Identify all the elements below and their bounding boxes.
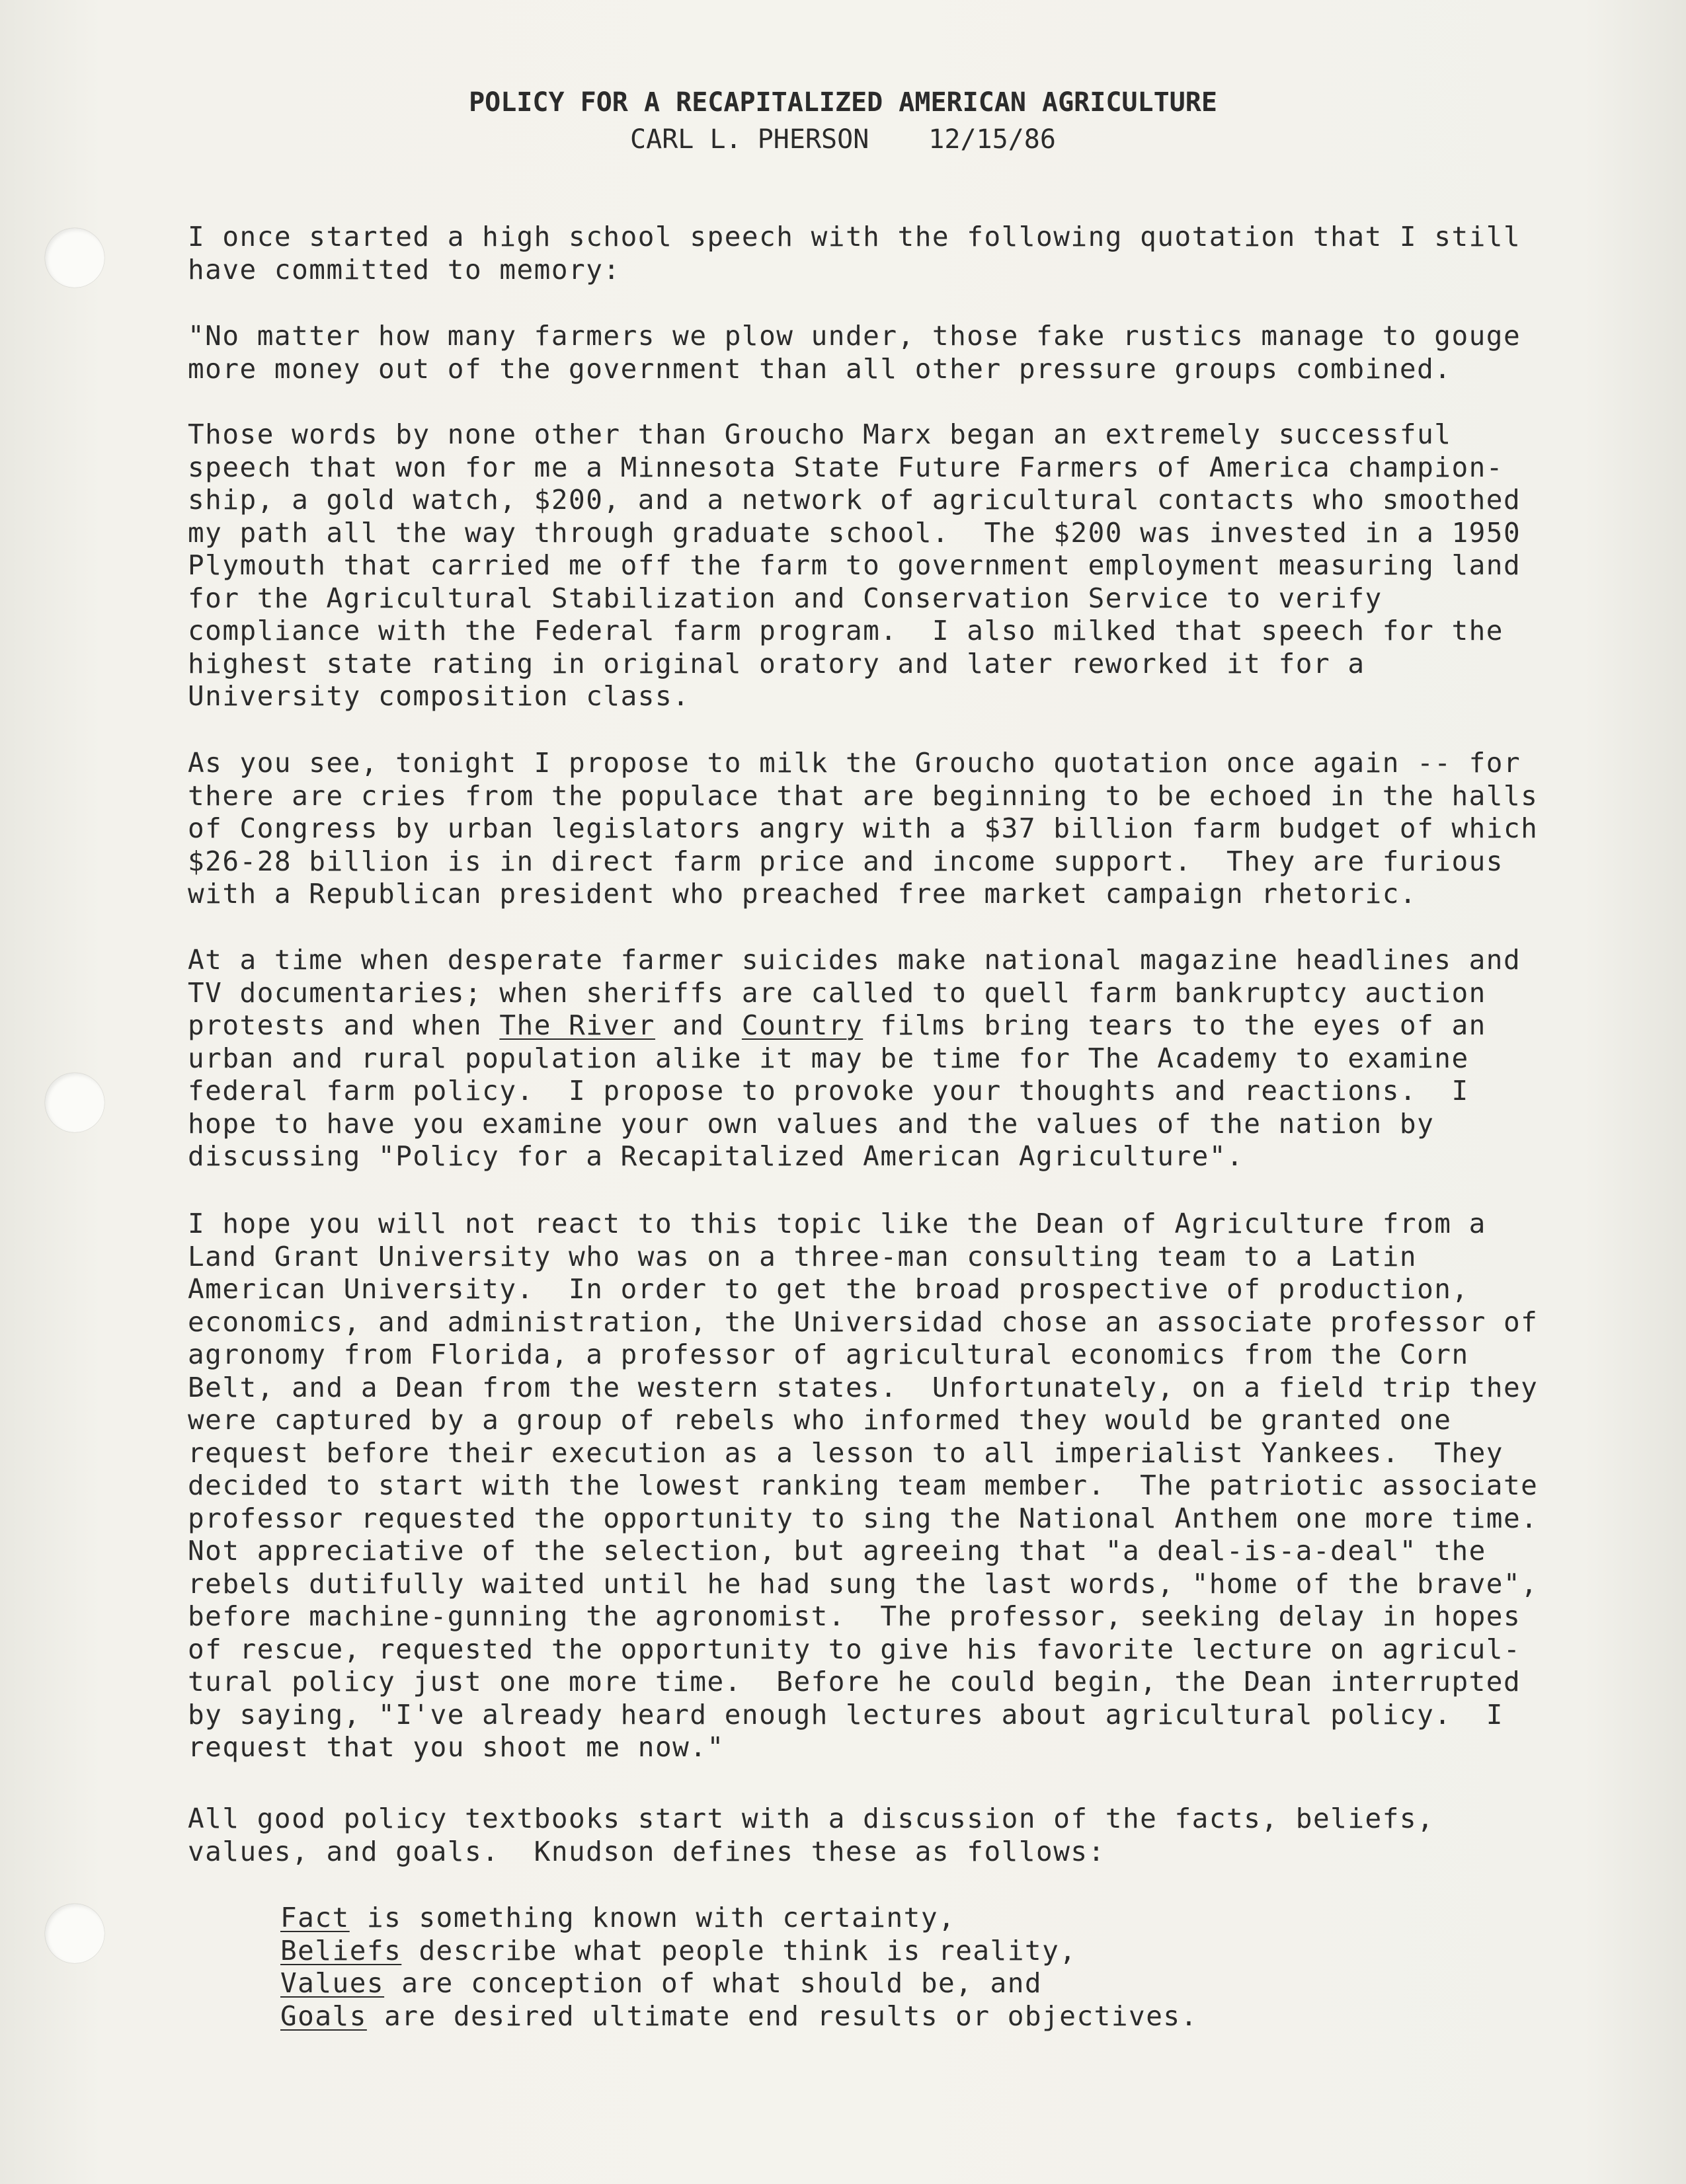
text-line: I once started a high school speech with the following quotation that I still (188, 221, 1521, 253)
film-title-the-river: The River (499, 1009, 655, 1041)
text-line: compliance with the Federal farm program. I also milked that speech for the (188, 615, 1504, 646)
paragraph-intro (188, 221, 1521, 286)
text-line: Land Grant University who was on a three-man consulting team to a Latin (188, 1240, 1418, 1272)
definition-text: are desired ultimate end results or objectives. (366, 2000, 1198, 2032)
text-line: All good policy textbooks start with a discussion of the facts, beliefs, (188, 1803, 1435, 1834)
paragraph-quotation (188, 320, 1521, 385)
text-line: speech that won for me a Minnesota State Future Farmers of America champion- (188, 451, 1504, 483)
definition-text: describe what people think is reality, (401, 1934, 1077, 1967)
definition-text: is something known with certainty, (349, 1902, 956, 1933)
text-line: my path all the way through graduate school. The $200 was invested in a 1950 (188, 516, 1521, 549)
text-segment: films bring tears to the eyes of an (863, 1009, 1486, 1041)
text-line: request that you shoot me now." (188, 1731, 725, 1763)
text-line: Those words by none other than Groucho Marx began an extremely successful (188, 418, 1452, 450)
definition-fact (280, 1902, 1198, 1935)
definition-goals (280, 2000, 1198, 2033)
paragraph-dean-story (188, 1208, 1538, 1764)
text-line: discussing "Policy for a Recapitalized American Agriculture". (188, 1140, 1244, 1172)
text-line: ship, a gold watch, $200, and a network of agricultural contacts who smoothed (188, 484, 1521, 516)
term-values: Values (280, 1967, 385, 1999)
text-line: Not appreciative of the selection, but agreeing that "a deal-is-a-deal" the (188, 1535, 1486, 1567)
text-line: $26-28 billion is in direct farm price and income support. They are furious (188, 845, 1504, 877)
text-line: were captured by a group of rebels who informed they would be granted one (188, 1404, 1452, 1436)
text-line: Belt, and a Dean from the western states. Unfortunately, on a field trip they (188, 1371, 1539, 1403)
text-line: urban and rural population alike it may be time for The Academy to examine (188, 1042, 1469, 1074)
text-line: of Congress by urban legislators angry with a $37 billion farm budget of which (188, 812, 1539, 844)
text-line: rebels dutifully waited until he had sung the last words, "home of the brave", (188, 1567, 1539, 1600)
text-segment: and (655, 1009, 742, 1041)
paragraph-farm-crisis (188, 944, 1521, 1173)
text-line: more money out of the government than all other pressure groups combined. (188, 352, 1452, 385)
text-line: there are cries from the populace that are beginning to be echoed in the halls (188, 779, 1539, 812)
text-line: "No matter how many farmers we plow under, those fake rustics manage to gouge (188, 320, 1521, 352)
text-line: TV documentaries; when sheriffs are called to quell farm bankruptcy auction (188, 976, 1486, 1009)
text-line: professor requested the opportunity to sing the National Anthem one more time. (188, 1502, 1539, 1534)
text-line: hope to have you examine your own values and the values of the nation by (188, 1107, 1435, 1140)
paragraph-farm-budget (188, 747, 1538, 911)
text-line: agronomy from Florida, a professor of agricultural economics from the Corn (188, 1339, 1469, 1370)
definition-beliefs (280, 1935, 1198, 1968)
definition-list (280, 1902, 1198, 2033)
text-line: have committed to memory: (188, 253, 621, 286)
term-goals: Goals (280, 2000, 367, 2032)
text-line-with-films (188, 1009, 1486, 1041)
text-line: tural policy just one more time. Before he could begin, the Dean interrupted (188, 1666, 1521, 1697)
text-line: request before their execution as a lesson to all imperialist Yankees. They (188, 1436, 1504, 1469)
text-line: economics, and administration, the Universidad chose an associate professor of (188, 1306, 1539, 1338)
punch-hole-bottom (45, 1904, 104, 1963)
text-line: decided to start with the lowest ranking team member. The patriotic associate (188, 1469, 1539, 1501)
document-date: 12/15/86 (928, 124, 1056, 155)
byline (0, 124, 1686, 155)
term-fact: Fact (280, 1902, 350, 1933)
text-line: Plymouth that carried me off the farm to government employment measuring land (188, 549, 1521, 581)
text-line: As you see, tonight I propose to milk the Groucho quotation once again -- for (188, 747, 1521, 779)
text-line: federal farm policy. I propose to provoke your thoughts and reactions. I (188, 1075, 1469, 1107)
text-line: of rescue, requested the opportunity to give his favorite lecture on agricul- (188, 1633, 1521, 1665)
text-line: before machine-gunning the agronomist. The professor, seeking delay in hopes (188, 1600, 1521, 1632)
author-name: CARL L. PHERSON (630, 124, 869, 155)
text-line: At a time when desperate farmer suicides make national magazine headlines and (188, 944, 1521, 976)
text-line: values, and goals. Knudson defines these as follows: (188, 1835, 1105, 1867)
text-line: with a Republican president who preached free market campaign rhetoric. (188, 878, 1418, 910)
text-segment: protests and when (188, 1009, 500, 1041)
film-title-country: Country (741, 1009, 863, 1041)
text-line: American University. In order to get the broad prospective of production, (188, 1273, 1469, 1305)
punch-hole-middle (45, 1073, 104, 1132)
punch-hole-top (45, 228, 104, 288)
definition-values (280, 1967, 1198, 2000)
text-line: University composition class. (188, 680, 690, 712)
text-line: I hope you will not react to this topic like the Dean of Agriculture from a (188, 1208, 1486, 1239)
document-title: POLICY FOR A RECAPITALIZED AMERICAN AGRICULTURE (469, 87, 1217, 118)
definition-text: are conception of what should be, and (384, 1967, 1043, 1999)
paragraph-policy-textbooks (188, 1803, 1434, 1868)
text-line: for the Agricultural Stabilization and Conservation Service to verify (188, 582, 1383, 614)
paragraph-groucho-speech (188, 418, 1521, 713)
text-line: highest state rating in original oratory and later reworked it for a (188, 647, 1365, 680)
term-beliefs: Beliefs (280, 1934, 402, 1967)
text-line: by saying, "I've already heard enough lectures about agricultural policy. I (188, 1698, 1504, 1731)
